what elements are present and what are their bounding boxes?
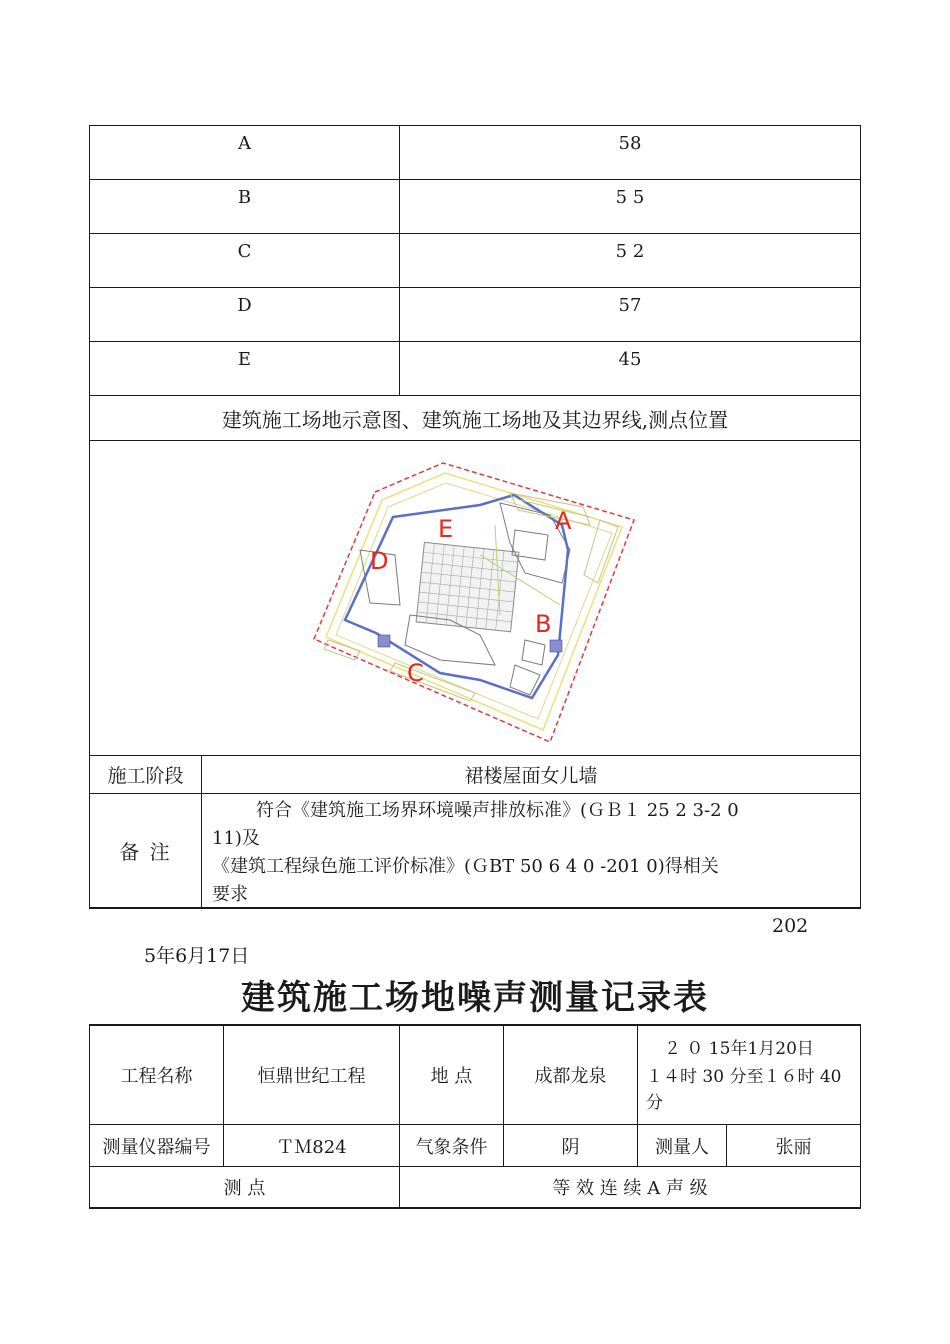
location-label: 地 点 xyxy=(430,1066,473,1087)
noise-value: 5 5 xyxy=(615,186,645,208)
surveyor-label: 测量人 xyxy=(655,1136,709,1158)
instrument-value: ＴＭ824 xyxy=(276,1136,347,1158)
noise-value: 57 xyxy=(618,294,642,316)
site-label-d: D xyxy=(370,547,389,575)
time-range: １４时 30 分至１６时 40 xyxy=(646,1067,842,1087)
remark-line: 《建筑工程绿色施工评价标准》(ＧBT 50 6 4 0 -201 0)得相关 xyxy=(212,856,719,877)
remark-line: 11)及 xyxy=(212,828,260,849)
point-name: D xyxy=(237,294,252,316)
instrument-label: 测量仪器编号 xyxy=(102,1136,211,1158)
remark-text xyxy=(212,797,857,909)
weather-label: 气象条件 xyxy=(415,1136,488,1158)
site-plan-image xyxy=(300,455,650,750)
time-date: ２ ０ 15年1月20日 xyxy=(664,1039,814,1059)
project-value: 恒鼎世纪工程 xyxy=(257,1066,366,1087)
point-name: A xyxy=(238,132,251,154)
remark-line: 符合《建筑施工场界环境噪声排放标准》(ＧＢ１ 25 2 3-2 0 xyxy=(256,800,739,821)
weather-value: 阴 xyxy=(561,1136,580,1158)
site-label-e: E xyxy=(438,515,454,543)
surveyor-value: 张丽 xyxy=(775,1136,812,1158)
sound-level-column-header: 等 效 连 续 A 声 级 xyxy=(552,1178,708,1199)
remark-line: 要求 xyxy=(212,884,248,905)
date-year-fragment: 202 xyxy=(772,915,809,937)
diagram-header: 建筑施工场地示意图、建筑施工场地及其边界线,测点位置 xyxy=(221,407,729,432)
stage-label: 施工阶段 xyxy=(107,765,184,787)
noise-value: 5 2 xyxy=(615,240,645,262)
measurement-time xyxy=(646,1035,858,1115)
site-label-a: A xyxy=(555,507,572,535)
row-divider xyxy=(89,440,861,441)
table-border xyxy=(860,1024,861,1208)
page-title: 建筑施工场地噪声测量记录表 xyxy=(241,978,709,1018)
site-label-c: C xyxy=(407,659,424,687)
noise-value: 45 xyxy=(618,348,642,370)
site-label-b: B xyxy=(535,610,552,638)
noise-value: 58 xyxy=(618,132,642,154)
point-name: E xyxy=(237,348,252,370)
time-unit: 分 xyxy=(646,1093,663,1113)
point-name: C xyxy=(237,240,252,262)
table-border xyxy=(860,125,861,909)
row-divider xyxy=(89,793,861,794)
table-border xyxy=(89,1207,861,1209)
project-label: 工程名称 xyxy=(120,1066,193,1087)
date-text: 5年6月17日 xyxy=(144,945,250,967)
remark-label: 备 注 xyxy=(119,840,172,864)
point-name: B xyxy=(237,186,252,208)
stage-value: 裙楼屋面女儿墙 xyxy=(464,765,598,787)
location-value: 成都龙泉 xyxy=(534,1066,607,1087)
point-column-header: 测 点 xyxy=(223,1178,266,1199)
